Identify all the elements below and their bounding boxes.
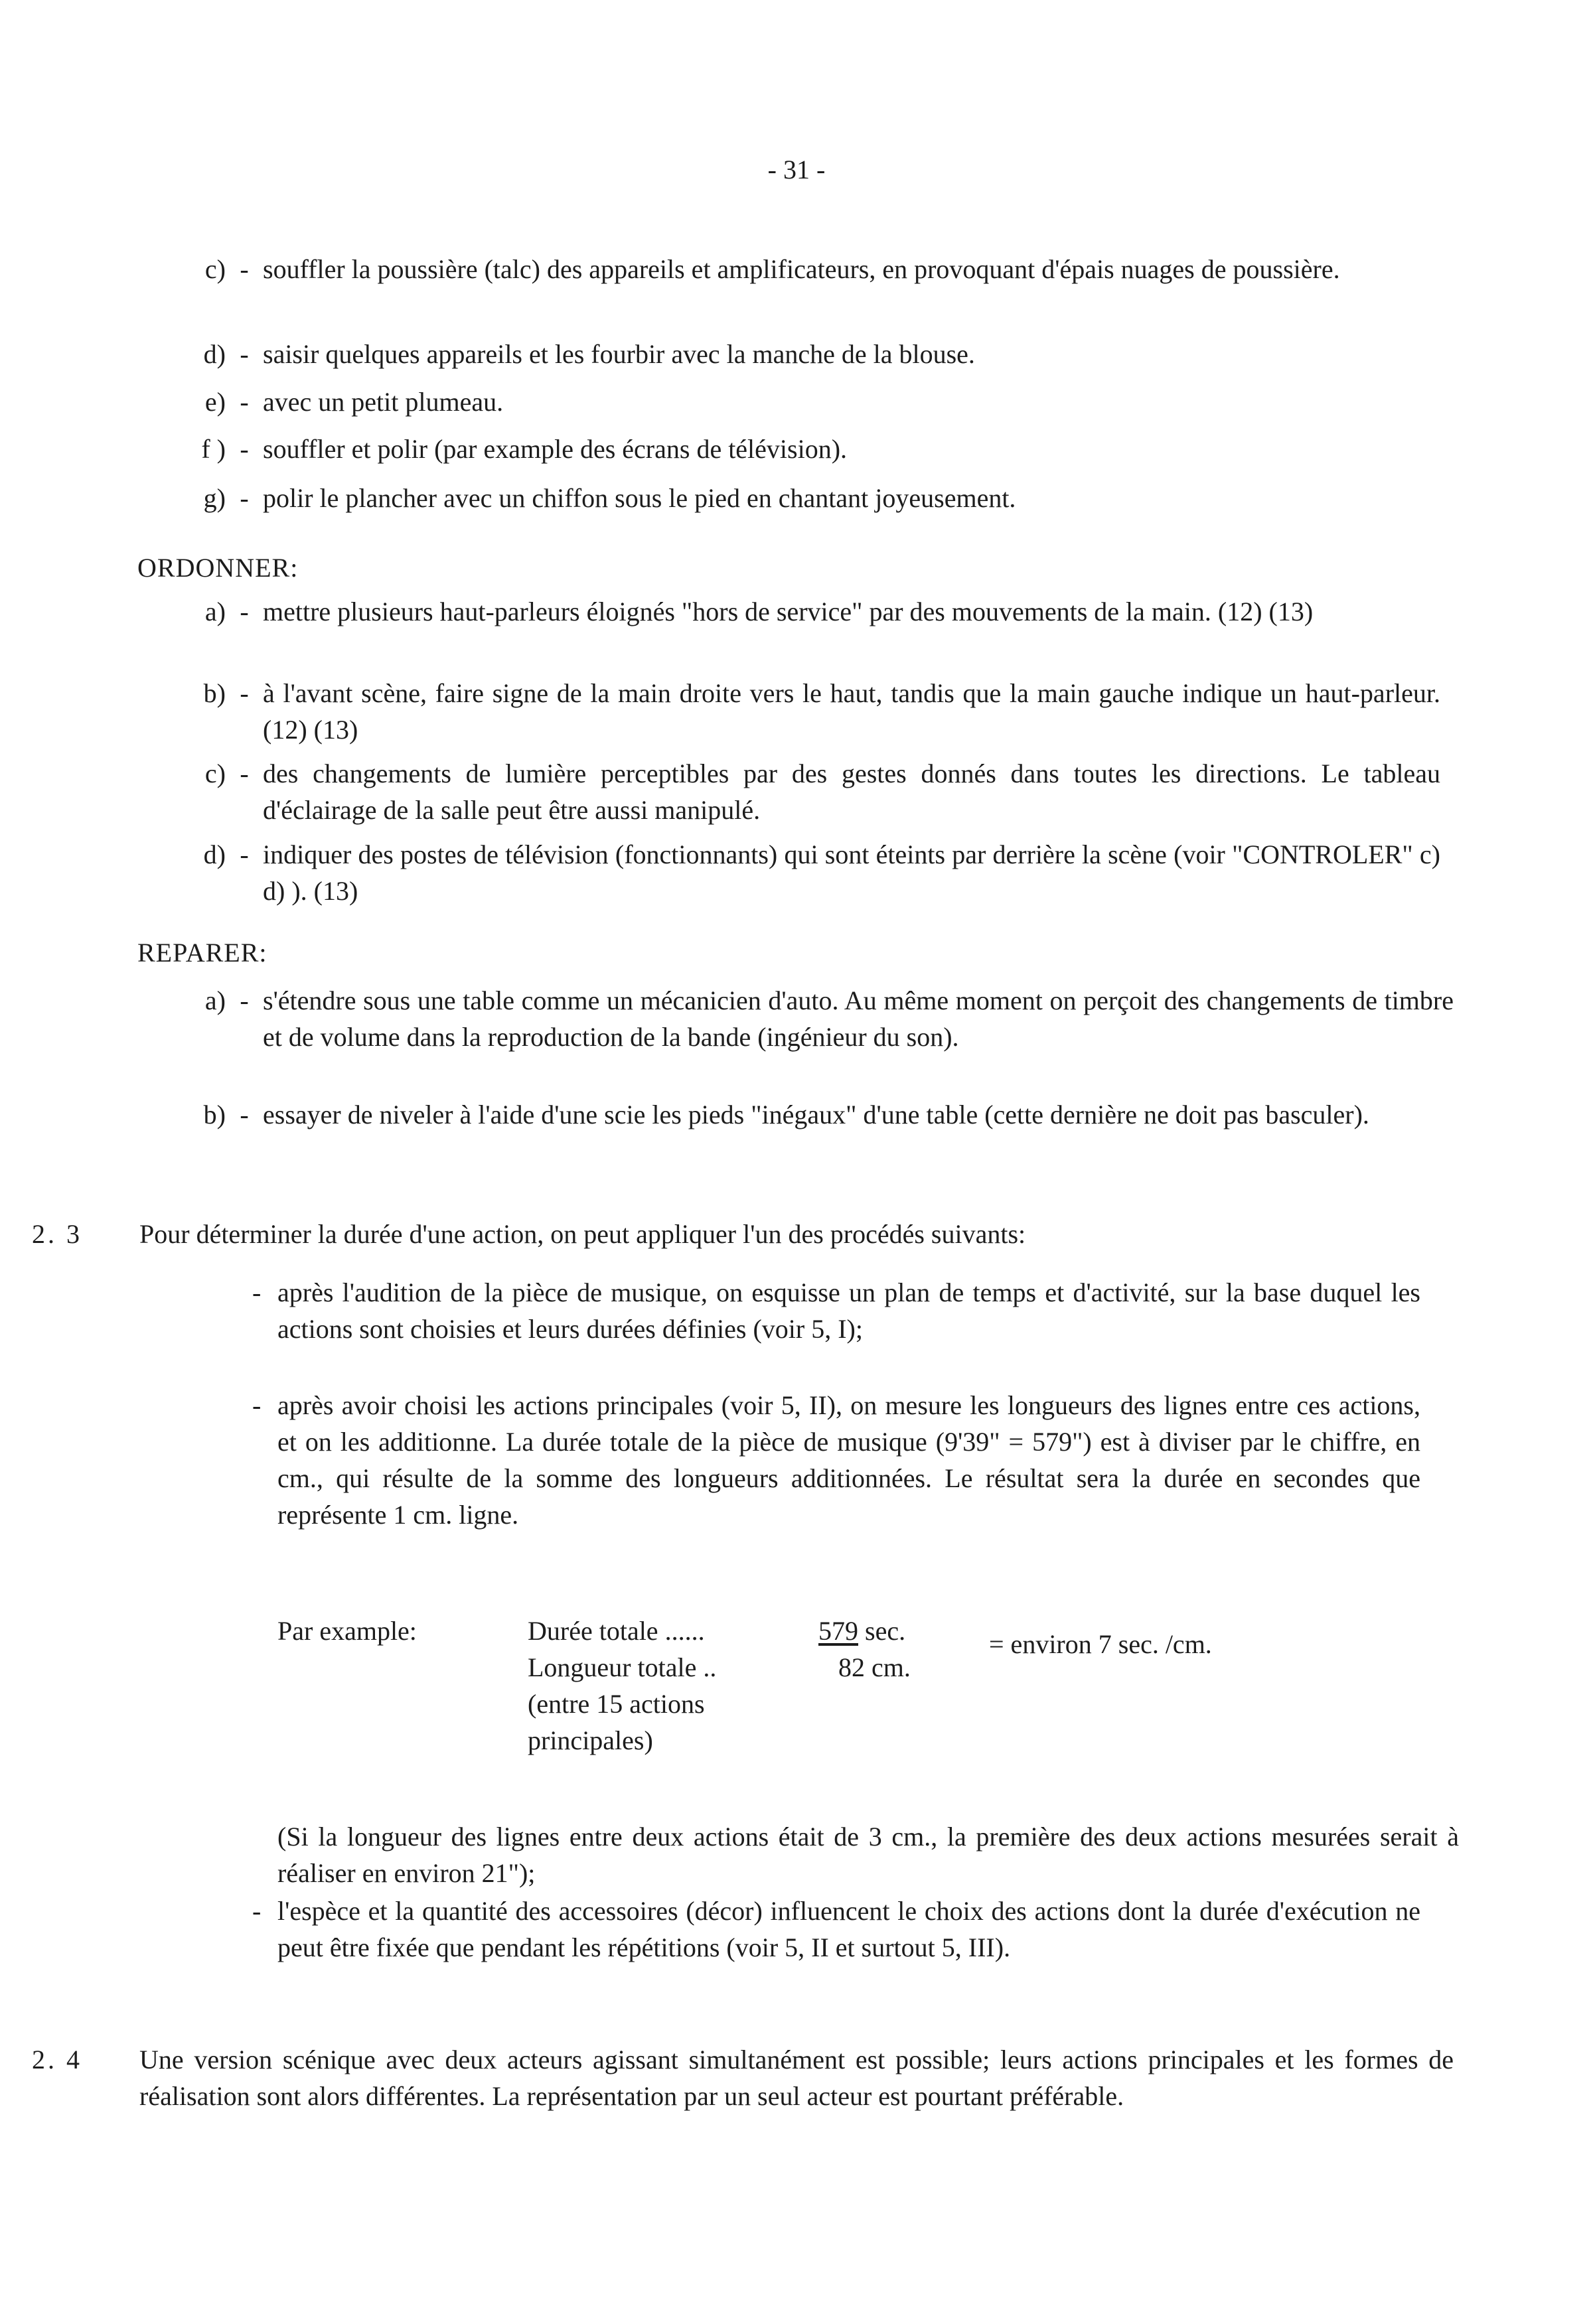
item-label: d) <box>203 339 226 369</box>
dash: - <box>240 387 249 417</box>
list-item <box>179 755 1440 828</box>
dash: - <box>252 1390 262 1420</box>
dash: - <box>240 1100 249 1129</box>
dash: - <box>240 254 249 284</box>
example-line: Longueur totale .. <box>528 1652 717 1682</box>
bullet-text: après l'audition de la pièce de musique, on esquisse un plan de temps et d'activité, sur la base duquel les actions sont choisies et leurs durées définies (voir 5, I); <box>277 1277 1420 1344</box>
item-label: b) <box>203 678 226 708</box>
item-text: à l'avant scène, faire signe de la main droite vers le haut, tandis que la main gauche indique un haut-parleur. (12) (13) <box>263 678 1440 745</box>
dash: - <box>240 759 249 788</box>
example-label: Par example: <box>277 1616 417 1646</box>
item-text: souffler et polir (par example des écrans de télévision). <box>263 434 848 464</box>
bullet-item <box>252 1274 1420 1347</box>
item-text: s'étendre sous une table comme un mécanicien d'auto. Au même moment on perçoit des changements de timbre et de volume dans la reproduction de la bande (ingénieur du son). <box>263 985 1454 1052</box>
item-label: d) <box>203 839 226 869</box>
numerator-unit: sec. <box>858 1616 906 1646</box>
item-label: b) <box>203 1100 226 1129</box>
list-item <box>179 1096 1454 1133</box>
item-label: a) <box>204 597 226 626</box>
dash: - <box>240 483 249 513</box>
page-number: - 31 - <box>767 155 826 184</box>
denominator-value: 82 cm. <box>838 1652 911 1682</box>
item-label: e) <box>204 387 226 417</box>
item-label: c) <box>204 759 226 788</box>
item-label: f ) <box>201 434 226 464</box>
dash: - <box>240 434 249 464</box>
bullet-text: l'espèce et la quantité des accessoires (décor) influencent le choix des actions dont la durée d'exécution ne peut être fixée que pendant les répétitions (voir 5, II et surtout 5, III). <box>277 1896 1420 1962</box>
dash: - <box>252 1896 262 1926</box>
list-item <box>179 675 1440 748</box>
dash: - <box>240 985 249 1015</box>
item-text: indiquer des postes de télévision (fonctionnants) qui sont éteints par derrière la scène (voir "CONTROLER" c) d) ). (13) <box>263 839 1440 906</box>
example-value-duration <box>818 1613 911 1649</box>
dash: - <box>240 678 249 708</box>
list-item <box>179 251 1474 287</box>
item-text: des changements de lumière perceptibles par des gestes donnés dans toutes les directions. Le tableau d'éclairage de la salle peut être aussi manipulé. <box>263 759 1440 825</box>
example-line: (entre 15 actions <box>528 1689 705 1719</box>
list-item <box>179 384 1474 420</box>
dash: - <box>252 1277 262 1307</box>
section-intro: Pour déterminer la durée d'une action, on peut appliquer l'un des procédés suivants: <box>139 1219 1026 1249</box>
dash: - <box>240 597 249 626</box>
dash: - <box>240 339 249 369</box>
example-line: principales) <box>528 1725 653 1755</box>
item-text: essayer de niveler à l'aide d'une scie les pieds "inégaux" d'une table (cette dernière ne doit pas basculer). <box>263 1100 1369 1129</box>
item-text: saisir quelques appareils et les fourbir avec la manche de la blouse. <box>263 339 975 369</box>
list-item <box>179 593 1440 630</box>
section-heading-reparer: REPARER: <box>137 938 267 968</box>
item-text: souffler la poussière (talc) des appareils et amplificateurs, en provoquant d'épais nuages de poussière. <box>263 254 1340 284</box>
example-terms <box>528 1613 716 1759</box>
bullet-item <box>252 1387 1420 1533</box>
section-number: 2. 4 <box>32 2045 82 2074</box>
item-label: a) <box>204 985 226 1015</box>
numerator-value: 579 <box>818 1616 858 1646</box>
example-line: Durée totale ...... <box>528 1616 705 1646</box>
bullet-item <box>252 1893 1420 1966</box>
list-item <box>179 982 1454 1055</box>
item-text: polir le plancher avec un chiffon sous le pied en chantant joyeusement. <box>263 483 1016 513</box>
item-label: c) <box>204 254 226 284</box>
item-label: g) <box>203 483 226 513</box>
bullet-text: après avoir choisi les actions principales (voir 5, II), on mesure les longueurs des lignes entre ces actions, et on les additionne. La durée totale de la pièce de musique (9'39" = 579") est à diviser par le chiffre, en cm., qui résulte de la somme des longueurs additionnées. Le résultat sera la durée en secondes que représente 1 cm. ligne. <box>277 1390 1420 1530</box>
list-item <box>179 836 1440 909</box>
list-item <box>179 431 1474 467</box>
dash: - <box>240 839 249 869</box>
example-result: = environ 7 sec. /cm. <box>989 1629 1212 1659</box>
example-note: (Si la longueur des lignes entre deux actions était de 3 cm., la première des deux actions mesurées serait à réaliser en environ 21"); <box>277 1822 1459 1888</box>
section-text: Une version scénique avec deux acteurs agissant simultanément est possible; leurs actions principales et les formes de réalisation sont alors différentes. La représentation par un seul acteur est pourtant préférable. <box>139 2045 1454 2111</box>
item-text: avec un petit plumeau. <box>263 387 504 417</box>
section-heading-ordonner: ORDONNER: <box>137 553 299 583</box>
section-number: 2. 3 <box>32 1219 82 1249</box>
list-item <box>179 336 1474 372</box>
list-item <box>179 480 1474 516</box>
example-values <box>818 1613 911 1686</box>
item-text: mettre plusieurs haut-parleurs éloignés "hors de service" par des mouvements de la main. (12) (13) <box>263 597 1314 626</box>
